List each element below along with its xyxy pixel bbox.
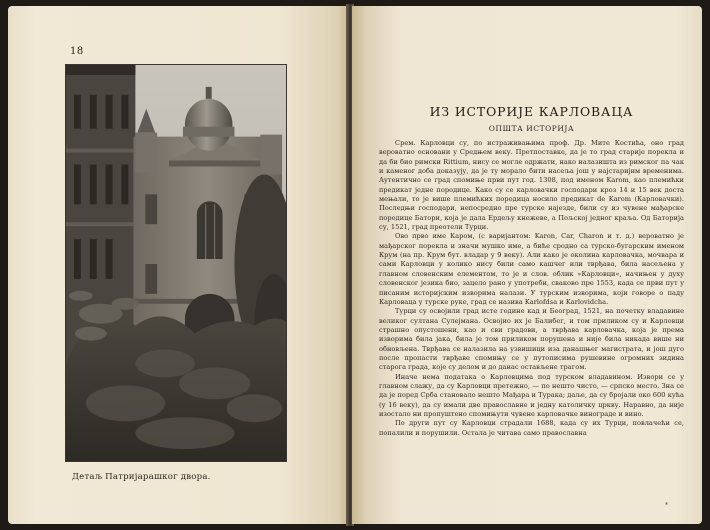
page-mark: * bbox=[665, 502, 668, 509]
photo-caption: Детаљ Патријарашког двора. bbox=[72, 472, 211, 482]
article bbox=[379, 104, 684, 438]
patriarchate-photo-image bbox=[66, 65, 286, 461]
page-number: 18 bbox=[70, 46, 84, 57]
paragraph: Ово прво име Каром, (с варијантом: Karon, Car, Charon и т. д.) вероватно је мађарског порекла и значи мушко име, а биће сродно са турско-бугарским именом Крум (на пр. Крум бут. владар у 9 веку). Али како је околина карловачка, мочвара и сами Карловци у колико нису били само кашчег или тврђава, била насељена у главном словенским елементом, то је и слов. облик »Карловци«, начињен у духу словенског језика био, зацело рано у употреби, сваково пре 1553, када се први пут у писаним историјским изворима налази. У турским изворима, који говоре о паду Карловаца у турске руке, град се назива Karlofdsa и Karlovidcha. bbox=[379, 232, 684, 306]
paragraph: Турци су освојили град исте године кад и Београд, 1521, на почетку владавине великог султана Сулејмана. Освојио их је Балибег, и том приликом су и Карловци страшно опустошени, као и сви градови, а тврђава карловачка, која је према изворима била јака, била је том приликом порушена и није била никада више ни обновљена. Тврђава се налазила на узвишици иза данашњег магистрата, и још дуго после пропасти тврђаве спомињу се у путописима рушевине огромних зидина старога града, које су делом и до данас остављене трагом. bbox=[379, 307, 684, 372]
section-title: ОПШТА ИСТОРИЈА bbox=[488, 124, 575, 133]
chapter-title: ИЗ ИСТОРИЈЕ КАРЛОВАЦА bbox=[429, 104, 634, 119]
patriarchate-photo bbox=[65, 64, 287, 462]
paragraph: По други пут су Карловци страдали 1688, када су их Турци, повлачећи се, попалили и порушили. Остала је читава само православна bbox=[379, 419, 684, 437]
paragraph: Срем. Карловци су, по истраживањима проф. Др. Мите Костића, оно град вероватно основани у Средњем веку. Претпоставке, да је то град старије порекла и да би био римски Rittium, нису се могле одржати, нако налазишта из римског па чак и каменог доба доказују, да је ту морало бити насеља још у најстаријим временима. Аутентично се град спомиње први пут год. 1308, под именом Karom, као племићки предикат једне породице. Како су се карловачки господари кроз 14 и 15 век доста мењали, то је више племићких породица носило предикат de Karom (Карловачки). Последњи господари, непосредно пре турске најезде, били су из чувене мађарске породице Батори, која је дала Ердељу кнежеве, а Пољској једног краља. Од Баторија су, 1521, град преотели Турци. bbox=[379, 139, 684, 232]
article-body bbox=[379, 139, 684, 438]
right-page bbox=[352, 6, 702, 524]
paragraph: Иначе нема података о Карловцима под турском владавином. Извори се у главном слажу, да су Карловци претежно, — по нешто чисто, — српско место. Зна се да је поред Срба становало нешто Мађара и Турака; даље, да су бројали око 600 кућа (у 16 веку), да су имали две православне и једну католичку цркву. Наравно, да није изостало ни пропуштено спомињути чувене карловачке винограде и вино. bbox=[379, 372, 684, 418]
left-page bbox=[8, 6, 348, 524]
